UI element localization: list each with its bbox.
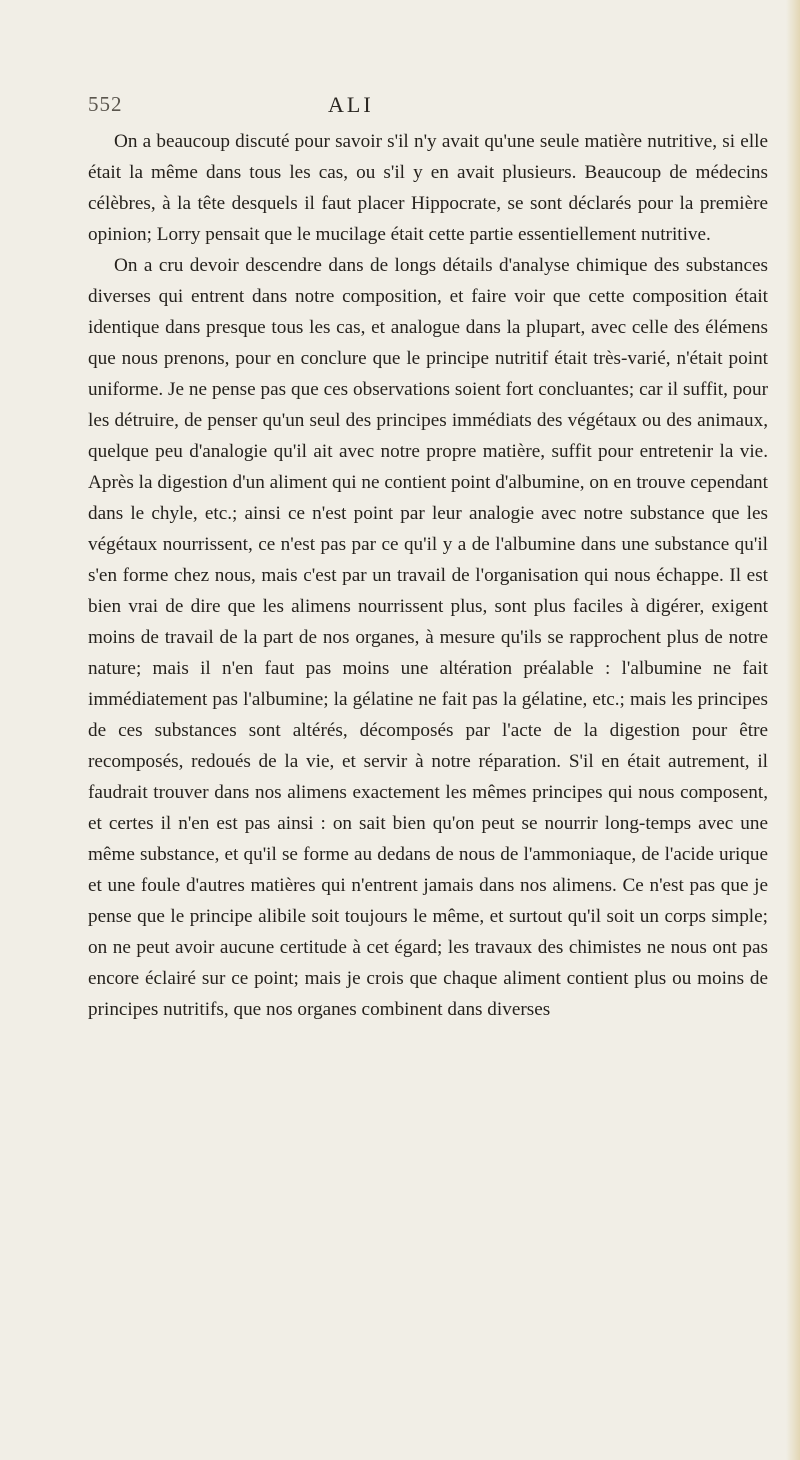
- paragraph-2: On a cru devoir descendre dans de longs détails d'analyse chimique des substances diverses qui entrent dans notre composition, et faire voir que cette composition était identique dans presque tous les cas, et analogue dans la plupart, avec celle des élémens que nous prenons, pour en conclure que le principe nutritif était très-varié, n'était point uniforme. Je ne pense pas que ces observations soient fort concluantes; car il suffit, pour les détruire, de penser qu'un seul des principes immédiats des végétaux ou des animaux, quelque peu d'analogie qu'il ait avec notre propre matière, suffit pour entretenir la vie. Après la digestion d'un aliment qui ne contient point d'albumine, on en trouve cependant dans le chyle, etc.; ainsi ce n'est point par leur analogie avec notre substance que les végétaux nourrissent, ce n'est pas par ce qu'il y a de l'albumine dans une substance qu'il s'en forme chez nous, mais c'est par un travail de l'organisation qui nous échappe. Il est bien vrai de dire que les alimens nourrissent plus, sont plus faciles à digérer, exigent moins de travail de la part de nos organes, à mesure qu'ils se rapprochent plus de notre nature; mais il n'en faut pas moins une altération préalable : l'albumine ne fait immédiatement pas l'albumine; la gélatine ne fait pas la gélatine, etc.; mais les principes de ces substances sont altérés, décomposés par l'acte de la digestion pour être recomposés, redoués de la vie, et servir à notre réparation. S'il en était autrement, il faudrait trouver dans nos alimens exactement les mêmes principes qui nous composent, et certes il n'en est pas ainsi : on sait bien qu'on peut se nourrir long-temps avec une même substance, et qu'il se forme au dedans de nous de l'ammoniaque, de l'acide urique et une foule d'autres matières qui n'entrent jamais dans nos alimens. Ce n'est pas que je pense que le principe alibile soit toujours le même, et surtout qu'il soit un corps simple; on ne peut avoir aucune certitude à cet égard; les travaux des chimistes ne nous ont pas encore éclairé sur ce point; mais je crois que chaque aliment contient plus ou moins de principes nutritifs, que nos organes combinent dans diverses: [88, 255, 768, 1020]
- paragraph-1: On a beaucoup discuté pour savoir s'il n'y avait qu'une seule matière nutritive, si elle était la même dans tous les cas, ou s'il y en avait plusieurs. Beaucoup de médecins célèbres, à la tête desquels il faut placer Hippocrate, se sont déclarés pour la première opinion; Lorry pensait que le mucilage était cette partie essentiellement nutritive.: [88, 131, 768, 245]
- body-text: [88, 126, 768, 1025]
- page-edge: [786, 0, 800, 1460]
- page-number: 552: [88, 92, 123, 116]
- running-title: ALI: [328, 92, 374, 117]
- running-head: [88, 92, 768, 118]
